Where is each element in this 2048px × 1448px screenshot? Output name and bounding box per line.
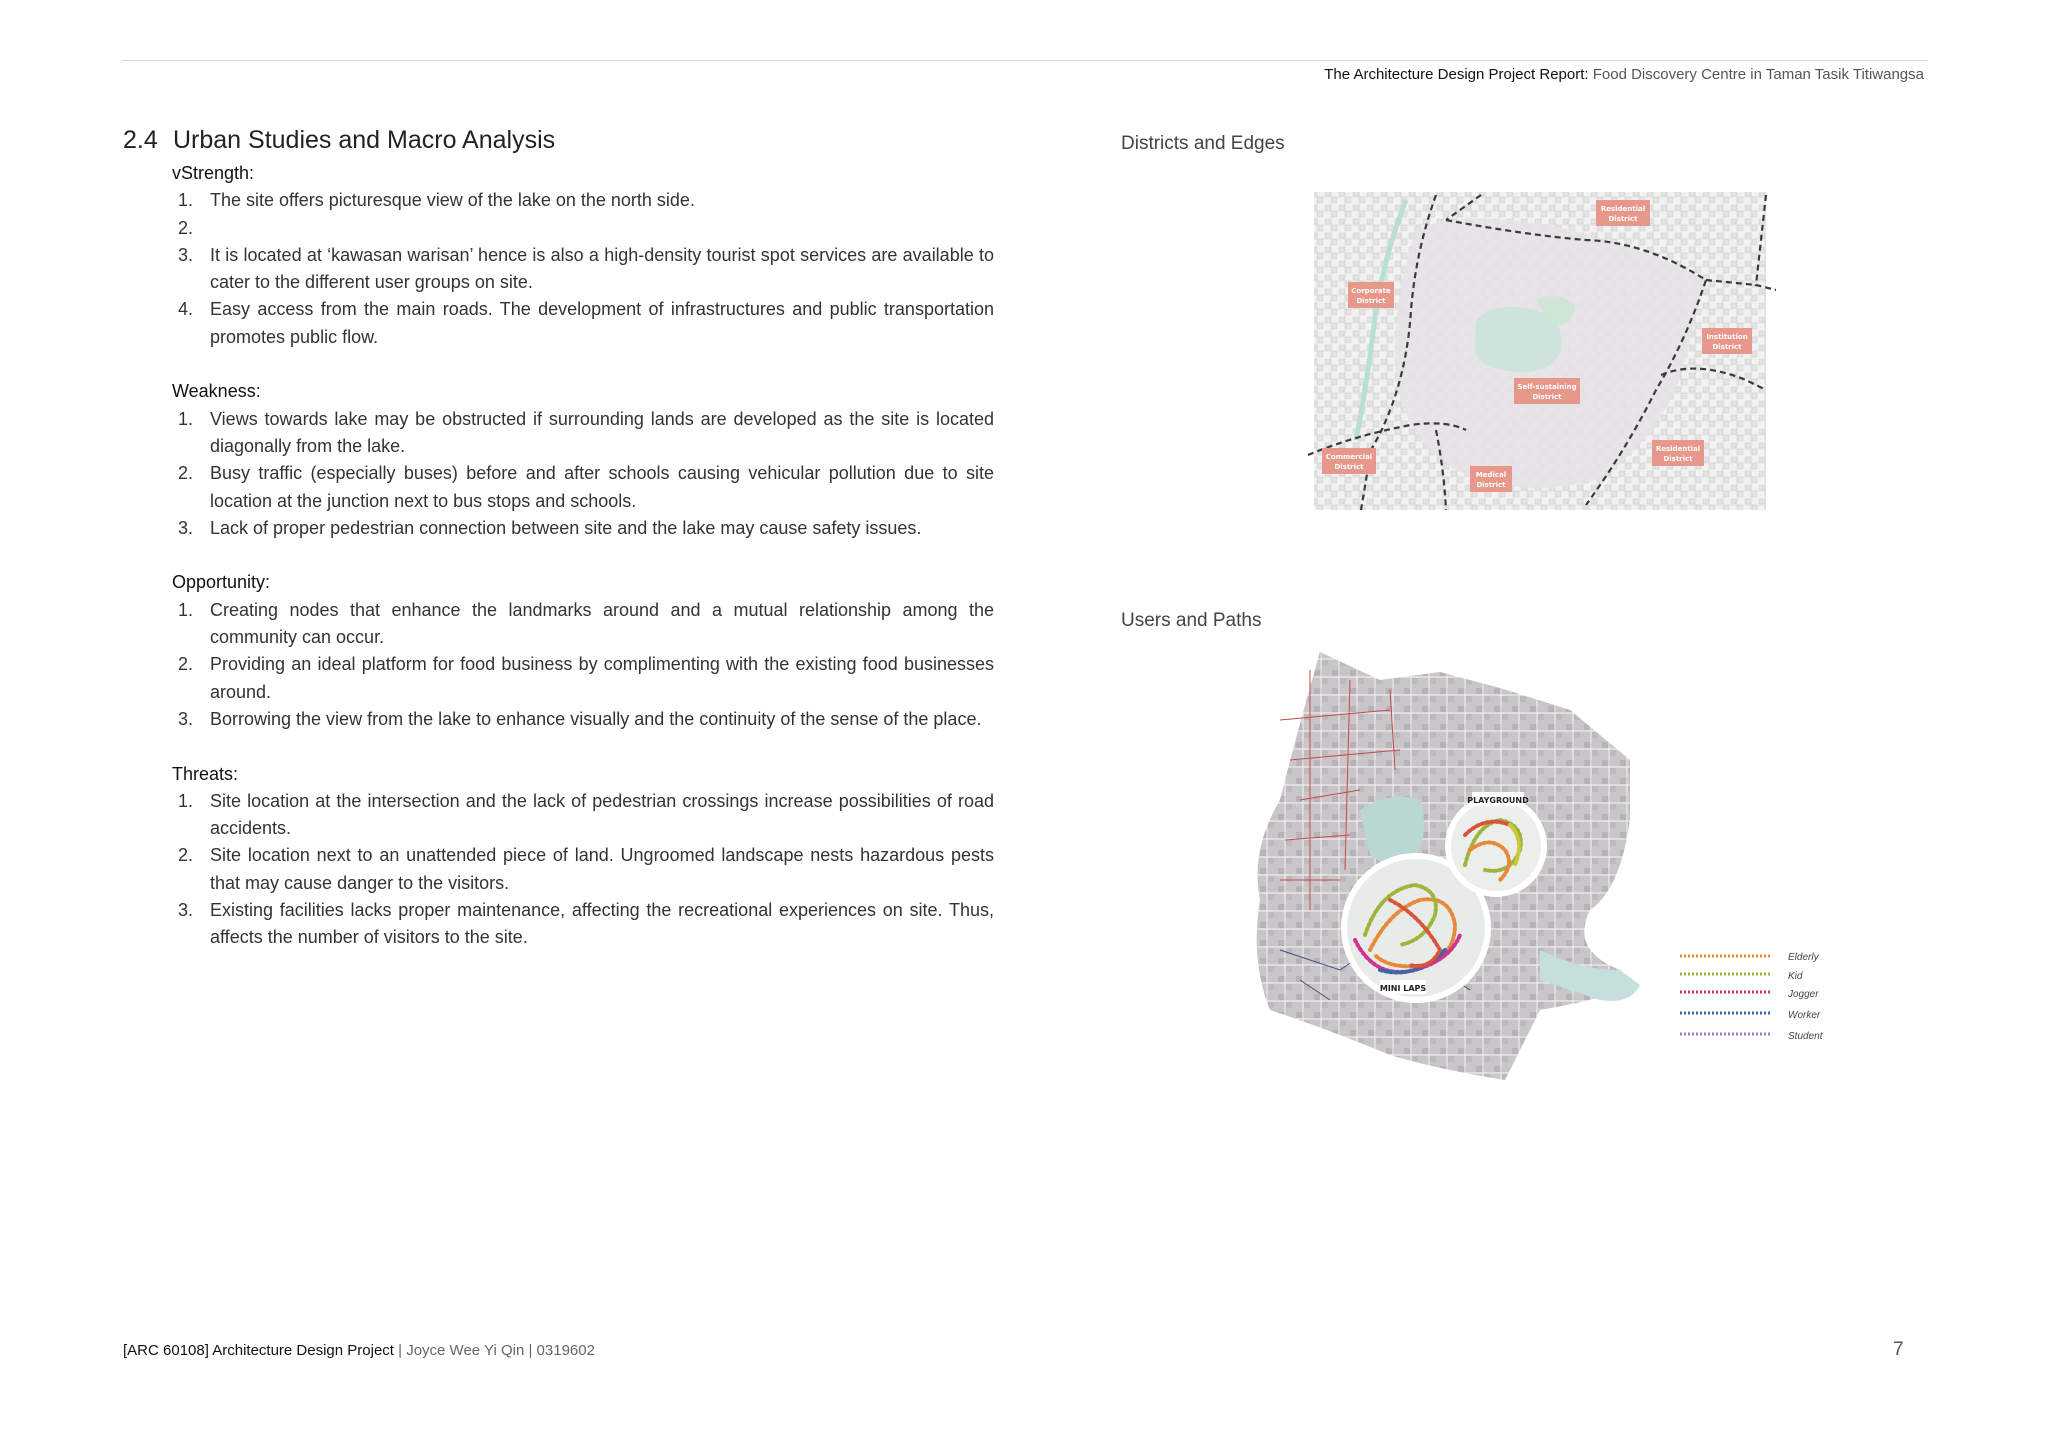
playground-callout bbox=[1448, 798, 1544, 894]
tag-line: District bbox=[1476, 481, 1506, 489]
spacer bbox=[172, 542, 994, 569]
item-text: Borrowing the view from the lake to enhance visually and the continuity of the sense of the place. bbox=[210, 708, 982, 729]
item-number: 3. bbox=[178, 900, 194, 921]
legend-label-elderly: Elderly bbox=[1788, 952, 1819, 963]
page-number: 7 bbox=[1893, 1339, 1904, 1360]
item-number: 3. bbox=[178, 708, 194, 729]
page-footer bbox=[123, 1342, 595, 1359]
list-item bbox=[172, 242, 994, 297]
item-number: 1. bbox=[178, 408, 194, 429]
tag-line: District bbox=[1356, 297, 1386, 305]
item-number: 2. bbox=[178, 217, 194, 238]
tag-line: District bbox=[1334, 463, 1364, 471]
tag-residential-right bbox=[1652, 440, 1704, 466]
legend-label-kid: Kid bbox=[1788, 971, 1803, 982]
mini-laps-label: MINI LAPS bbox=[1379, 984, 1427, 993]
list-item bbox=[172, 706, 994, 733]
footer-author: | Joyce Wee Yi Qin | 0319602 bbox=[393, 1342, 595, 1359]
list-item bbox=[172, 460, 994, 515]
list-item bbox=[172, 215, 994, 242]
tag-line: District bbox=[1712, 343, 1742, 351]
weakness-title: Weakness: bbox=[172, 381, 261, 402]
users-paths-map bbox=[1240, 650, 1840, 1082]
item-text: Site location at the intersection and the lack of pedestrian crossings increase possibilities of road accidents. bbox=[210, 790, 994, 839]
header-divider bbox=[122, 60, 1928, 61]
section-title: Urban Studies and Macro Analysis bbox=[173, 126, 556, 154]
tag-line: Corporate bbox=[1351, 287, 1391, 295]
swot-column bbox=[172, 160, 994, 952]
tag-line: Residential bbox=[1655, 445, 1701, 453]
item-text: Easy access from the main roads. The development of infrastructures and public transportation promotes public flow. bbox=[210, 299, 994, 347]
item-text: Views towards lake may be obstructed if surrounding lands are developed as the site is located diagonally from the lake. bbox=[210, 408, 994, 456]
legend-label-jogger: Jogger bbox=[1788, 989, 1819, 1000]
users-legend bbox=[1680, 952, 1824, 1042]
tag-line: District bbox=[1532, 393, 1562, 401]
item-number: 2. bbox=[178, 654, 194, 675]
tag-line: Institution bbox=[1706, 333, 1748, 341]
tag-line: District bbox=[1608, 215, 1638, 223]
item-number: 2. bbox=[178, 463, 194, 484]
item-text: Existing facilities lacks proper maintenance, affecting the recreational experiences on site. Thus, affects the number of visitors to the site. bbox=[210, 900, 994, 948]
footer-course: [ARC 60108] Architecture Design Project bbox=[123, 1342, 394, 1359]
list-item bbox=[172, 296, 994, 351]
list-item bbox=[172, 651, 994, 706]
spacer bbox=[172, 351, 994, 378]
tag-self-sustaining bbox=[1514, 378, 1580, 404]
item-text: Busy traffic (especially buses) before and after schools causing vehicular pollution due to site location at the junction next to bus stops and schools. bbox=[210, 463, 994, 511]
list-item bbox=[172, 788, 994, 843]
tag-medical bbox=[1470, 466, 1512, 492]
districts-figure-label: Districts and Edges bbox=[1121, 133, 1285, 154]
playground-label: PLAYGROUND bbox=[1467, 796, 1529, 805]
opportunity-title: Opportunity: bbox=[172, 572, 271, 593]
report-title-bold: The Architecture Design Project Report: bbox=[1324, 66, 1589, 83]
tag-commercial bbox=[1322, 448, 1376, 474]
districts-map bbox=[1296, 190, 1776, 515]
opportunity-list bbox=[172, 597, 994, 733]
tag-line: Commercial bbox=[1325, 453, 1373, 461]
item-number: 4. bbox=[178, 299, 194, 320]
list-item bbox=[172, 187, 994, 214]
legend-label-student: Student bbox=[1788, 1031, 1823, 1042]
item-number: 2. bbox=[178, 845, 194, 866]
section-number: 2.4 bbox=[123, 126, 158, 154]
weakness-list bbox=[172, 406, 994, 542]
tag-line: Residential bbox=[1600, 205, 1646, 213]
item-number: 1. bbox=[178, 790, 194, 811]
threats-title: Threats: bbox=[172, 763, 239, 784]
item-text: Site location next to an unattended piece of land. Ungroomed landscape nests hazardous pests that may cause danger to the visitors. bbox=[210, 845, 994, 893]
threats-list bbox=[172, 788, 994, 952]
strength-title: vStrength: bbox=[172, 163, 255, 183]
list-item bbox=[172, 897, 994, 952]
item-number: 3. bbox=[178, 244, 194, 265]
item-number: 1. bbox=[178, 599, 194, 620]
users-figure-label: Users and Paths bbox=[1121, 610, 1262, 631]
list-item bbox=[172, 515, 994, 542]
report-title-subject: Food Discovery Centre in Taman Tasik Titiwangsa bbox=[1588, 66, 1924, 83]
spacer bbox=[172, 733, 994, 760]
item-number: 3. bbox=[178, 517, 194, 538]
tag-corporate bbox=[1348, 282, 1394, 308]
tag-institution bbox=[1702, 328, 1752, 354]
list-item bbox=[172, 597, 994, 652]
item-text: Creating nodes that enhance the landmarks around and a mutual relationship among the community can occur. bbox=[210, 599, 994, 648]
item-number: 1. bbox=[178, 190, 194, 211]
tag-line: Self-sustaining bbox=[1517, 383, 1577, 391]
item-text: Providing an ideal platform for food business by complimenting with the existing food businesses around. bbox=[210, 654, 994, 702]
item-text: The site offers picturesque view of the lake on the north side. bbox=[210, 190, 695, 211]
section-heading bbox=[123, 126, 555, 155]
tag-line: Medical bbox=[1475, 471, 1507, 479]
legend-label-worker: Worker bbox=[1788, 1010, 1821, 1021]
list-item bbox=[172, 406, 994, 461]
report-header bbox=[1324, 66, 1924, 83]
item-text: Lack of proper pedestrian connection between site and the lake may cause safety issues. bbox=[210, 517, 922, 538]
tag-line: District bbox=[1663, 455, 1693, 463]
item-text: It is located at ‘kawasan warisan’ hence is also a high-density tourist spot services are available to cater to the different user groups on site. bbox=[210, 244, 994, 293]
list-item bbox=[172, 842, 994, 897]
tag-residential-top bbox=[1596, 200, 1650, 226]
strength-list bbox=[172, 187, 994, 351]
